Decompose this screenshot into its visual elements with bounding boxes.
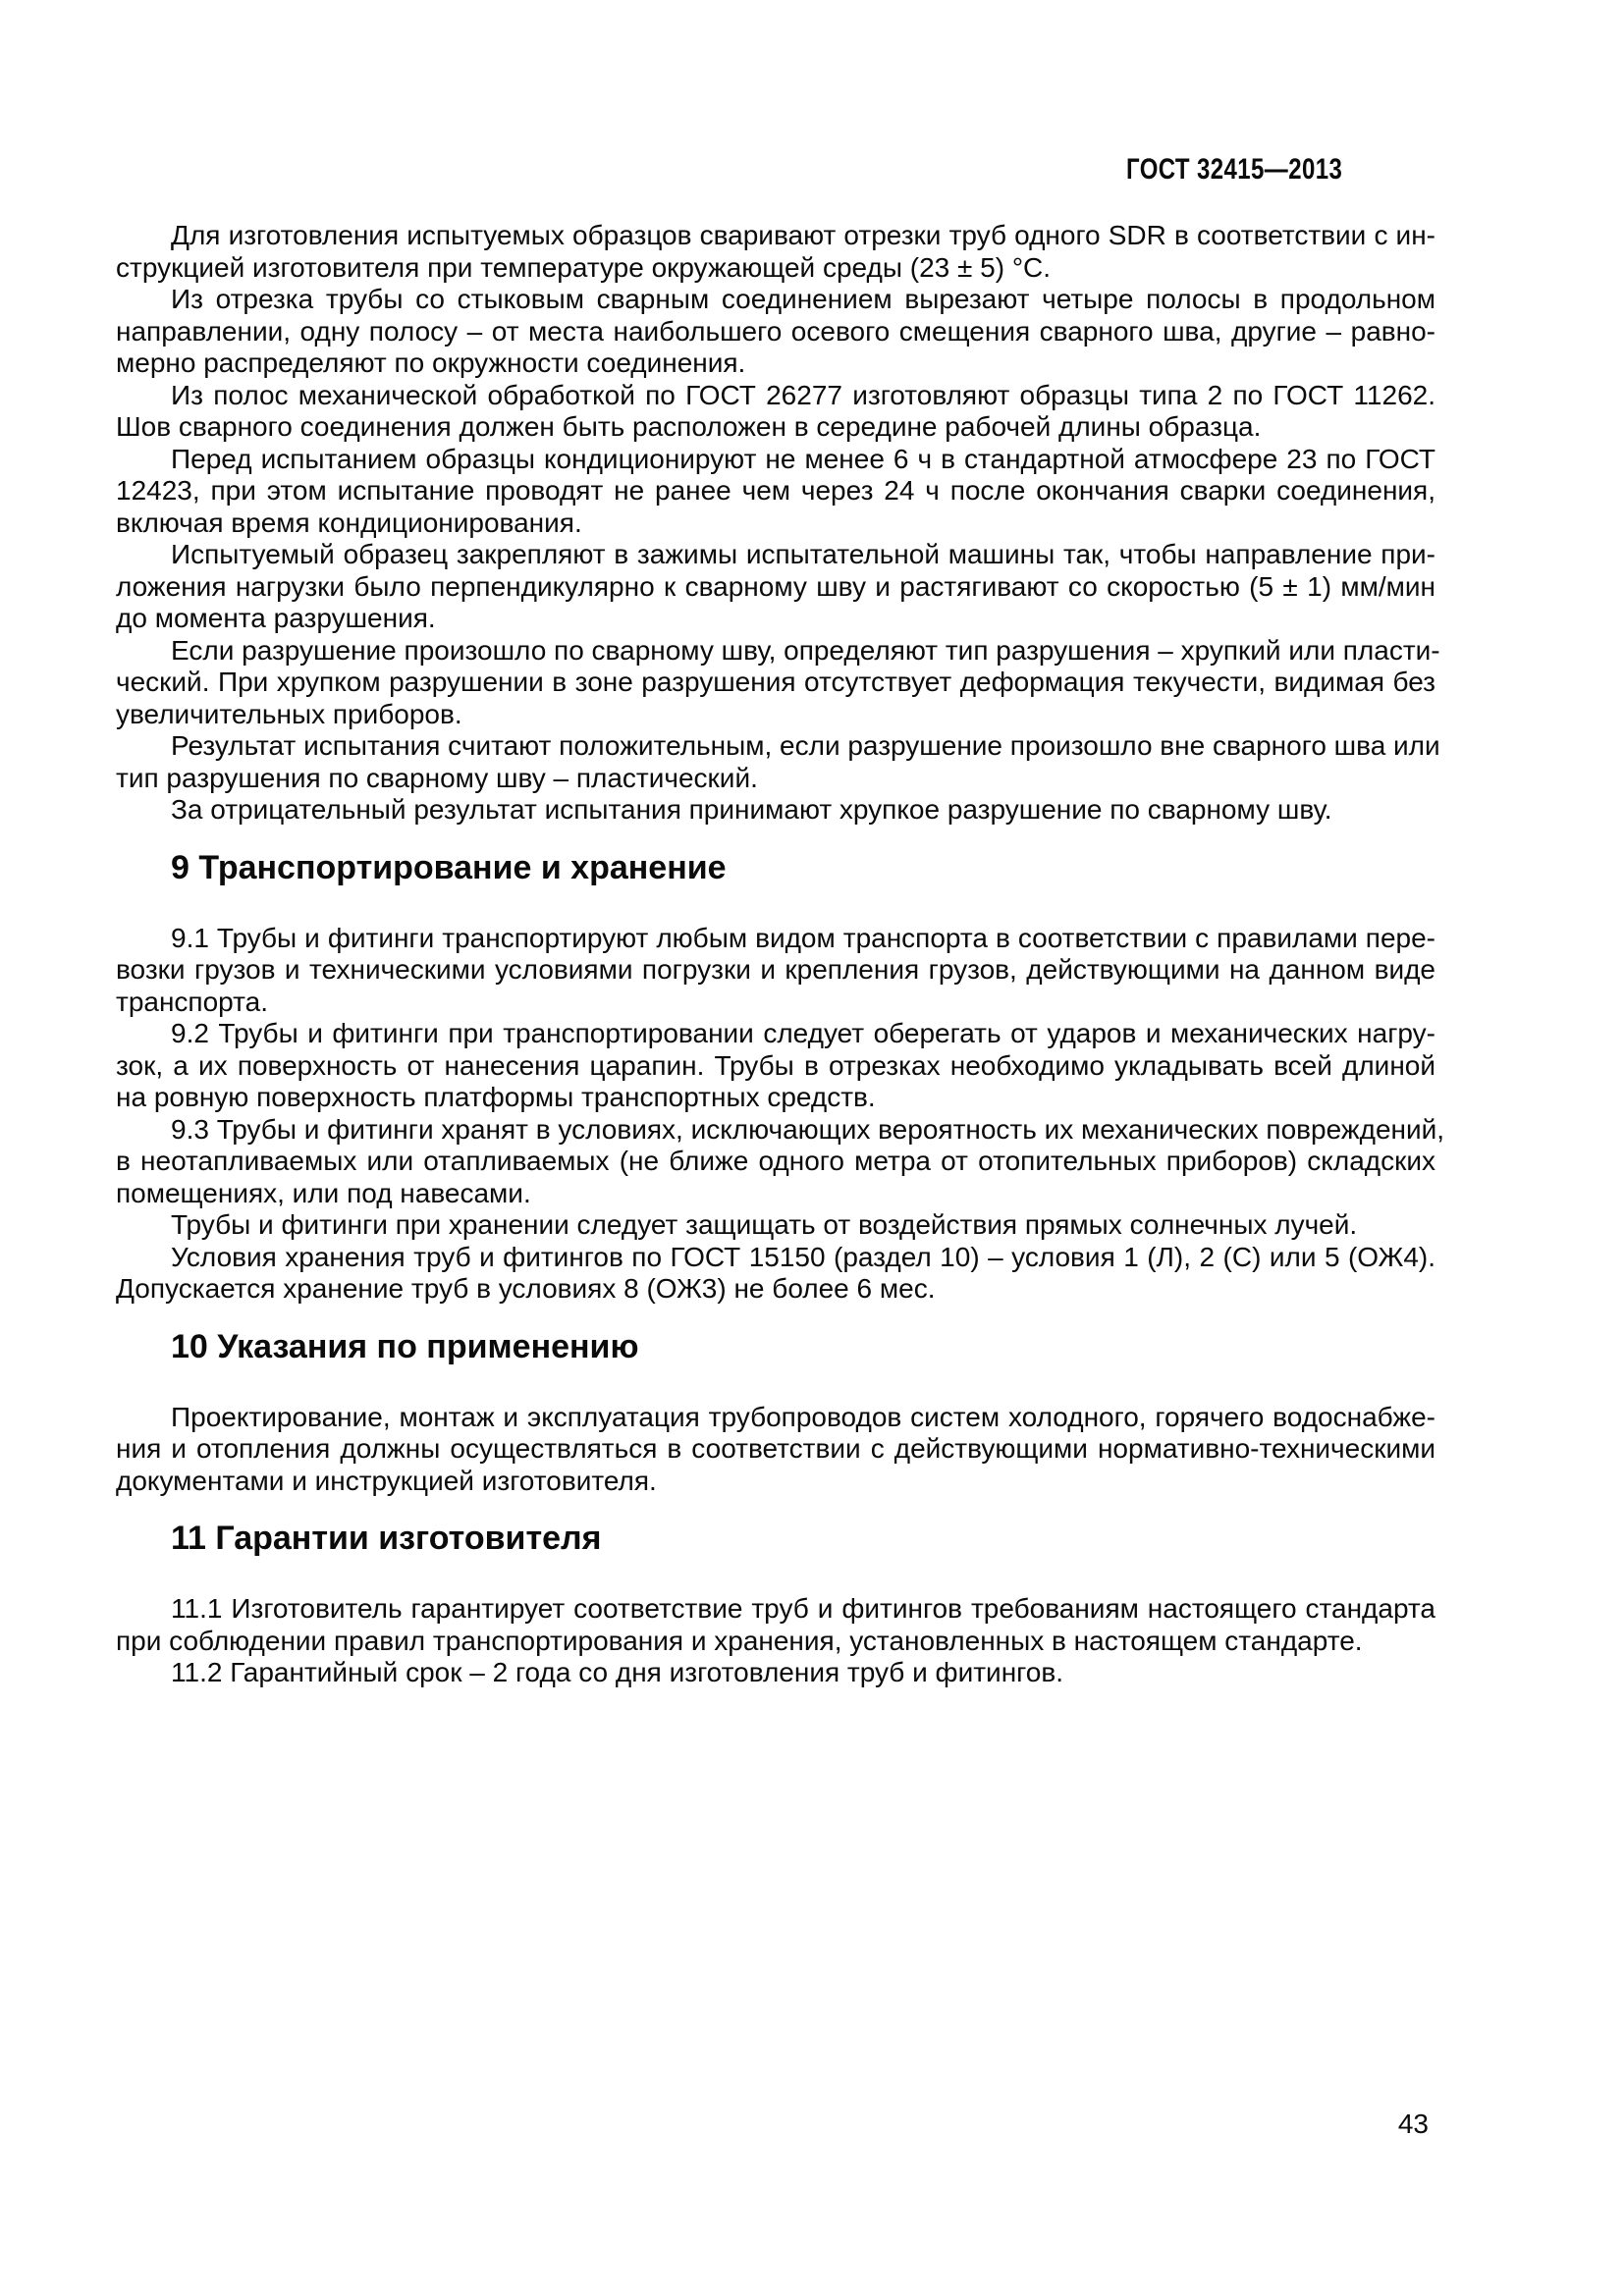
- paragraph-line: ния и отопления должны осуществляться в соответствии с действующими нормативно-техническими: [116, 1433, 1435, 1464]
- paragraph: [116, 1018, 1435, 1114]
- paragraph: [116, 380, 1435, 444]
- paragraph-line: до момента разрушения.: [116, 603, 436, 633]
- document-header: ГОСТ 32415—2013: [1125, 153, 1342, 186]
- paragraph-line: За отрицательный результат испытания принимают хрупкое разрушение по сварному шву.: [171, 794, 1332, 825]
- paragraph-line: направлении, одну полосу – от места наибольшего осевого смещения сварного шва, другие – равно-: [116, 315, 1435, 347]
- paragraph-line: Для изготовления испытуемых образцов сваривают отрезки труб одного SDR в соответствии с ин-: [171, 220, 1435, 250]
- paragraph-line: Из полос механической обработкой по ГОСТ 26277 изготовляют образцы типа 2 по ГОСТ 11262.: [171, 379, 1435, 410]
- paragraph-line: ложения нагрузки было перпендикулярно к сварному шву и растягивают со скоростью (5 ± 1) мм/мин: [116, 570, 1435, 602]
- paragraph: [116, 539, 1435, 635]
- paragraph-line: 11.1 Изготовитель гарантирует соответствие труб и фитингов требованиям настоящего стандарта: [171, 1593, 1435, 1624]
- paragraph-line: 9.3 Трубы и фитинги хранят в условиях, исключающих вероятность их механических повреждений,: [171, 1113, 1445, 1145]
- paragraph-line: 9.2 Трубы и фитинги при транспортировании следует оберегать от ударов и механических нагру-: [171, 1018, 1435, 1048]
- paragraph: [116, 1593, 1435, 1657]
- paragraph-line: Допускается хранение труб в условиях 8 (ОЖ3) не более 6 мес.: [116, 1273, 936, 1304]
- paragraph: [116, 923, 1435, 1019]
- paragraph-line: струкцией изготовителя при температуре окружающей среды (23 ± 5) °С.: [116, 251, 1052, 283]
- paragraph: [116, 634, 1440, 731]
- paragraph-line: Шов сварного соединения должен быть расположен в середине рабочей длины образца.: [116, 411, 1262, 442]
- paragraph-line: Испытуемый образец закрепляют в зажимы испытательной машины так, чтобы направление при-: [171, 539, 1435, 569]
- paragraph-line: Трубы и фитинги при хранении следует защищать от воздействия прямых солнечных лучей.: [171, 1209, 1358, 1240]
- section-heading: 11 Гарантии изготовителя: [171, 1520, 602, 1557]
- paragraph-line: Результат испытания считают положительным, если разрушение произошло вне сварного шва или: [171, 730, 1440, 761]
- paragraph-line: помещениях, или под навесами.: [116, 1177, 531, 1208]
- paragraph-line: 12423, при этом испытание проводят не ранее чем через 24 ч после окончания сварки соединения,: [116, 475, 1435, 506]
- paragraph: [116, 444, 1435, 540]
- paragraph: [116, 1209, 1435, 1242]
- paragraph-line: Если разрушение произошло по сварному шву, определяют тип разрушения – хрупкий или пласти-: [171, 634, 1440, 666]
- paragraph-line: на ровную поверхность платформы транспортных средств.: [116, 1082, 876, 1112]
- paragraph-line: включая время кондиционирования.: [116, 507, 582, 538]
- paragraph-line: зок, а их поверхность от нанесения царапин. Трубы в отрезках необходимо укладывать всей длиной: [116, 1049, 1435, 1081]
- paragraph-line: Перед испытанием образцы кондиционируют не менее 6 ч в стандартной атмосфере 23 по ГОСТ: [171, 443, 1435, 474]
- paragraph-line: Условия хранения труб и фитингов по ГОСТ 15150 (раздел 10) – условия 1 (Л), 2 (С) или 5 (ОЖ4).: [171, 1241, 1435, 1272]
- paragraph: [116, 1113, 1445, 1210]
- paragraph-line: увеличительных приборов.: [116, 698, 462, 729]
- paragraph: [116, 1242, 1435, 1306]
- paragraph-line: документами и инструкцией изготовителя.: [116, 1465, 657, 1496]
- page-number: 43: [1397, 2109, 1429, 2139]
- paragraph-line: транспорта.: [116, 986, 268, 1017]
- paragraph-line: Из отрезка трубы со стыковым сварным соединением вырезают четыре полосы в продольном: [171, 284, 1435, 314]
- paragraph-line: при соблюдении правил транспортирования и хранения, установленных в настоящем стандарте.: [116, 1625, 1363, 1656]
- paragraph-line: тип разрушения по сварному шву – пластический.: [116, 762, 758, 793]
- paragraph-line: возки грузов и техническими условиями погрузки и крепления грузов, действующими на данном виде: [116, 954, 1435, 985]
- paragraph: [116, 730, 1440, 794]
- paragraph-line: Проектирование, монтаж и эксплуатация трубопроводов систем холодного, горячего водоснабже-: [171, 1401, 1435, 1432]
- paragraph: [116, 794, 1435, 827]
- paragraph-line: мерно распределяют по окружности соединения.: [116, 347, 746, 378]
- paragraph-line: 11.2 Гарантийный срок – 2 года со дня изготовления труб и фитингов.: [171, 1657, 1063, 1687]
- paragraph-line: ческий. При хрупком разрушении в зоне разрушения отсутствует деформация текучести, видимая без: [116, 667, 1435, 697]
- paragraph-line: в неотапливаемых или отапливаемых (не ближе одного метра от отопительных приборов) складских: [116, 1146, 1435, 1176]
- paragraph: [116, 220, 1435, 284]
- paragraph-line: 9.1 Трубы и фитинги транспортируют любым видом транспорта в соответствии с правилами пере-: [171, 922, 1435, 953]
- section-heading: 9 Транспортирование и хранение: [171, 848, 727, 886]
- paragraph: [116, 1657, 1435, 1689]
- section-heading: 10 Указания по применению: [171, 1327, 639, 1365]
- document-body: [116, 220, 1445, 1689]
- paragraph: [116, 284, 1435, 380]
- paragraph: [116, 1402, 1435, 1498]
